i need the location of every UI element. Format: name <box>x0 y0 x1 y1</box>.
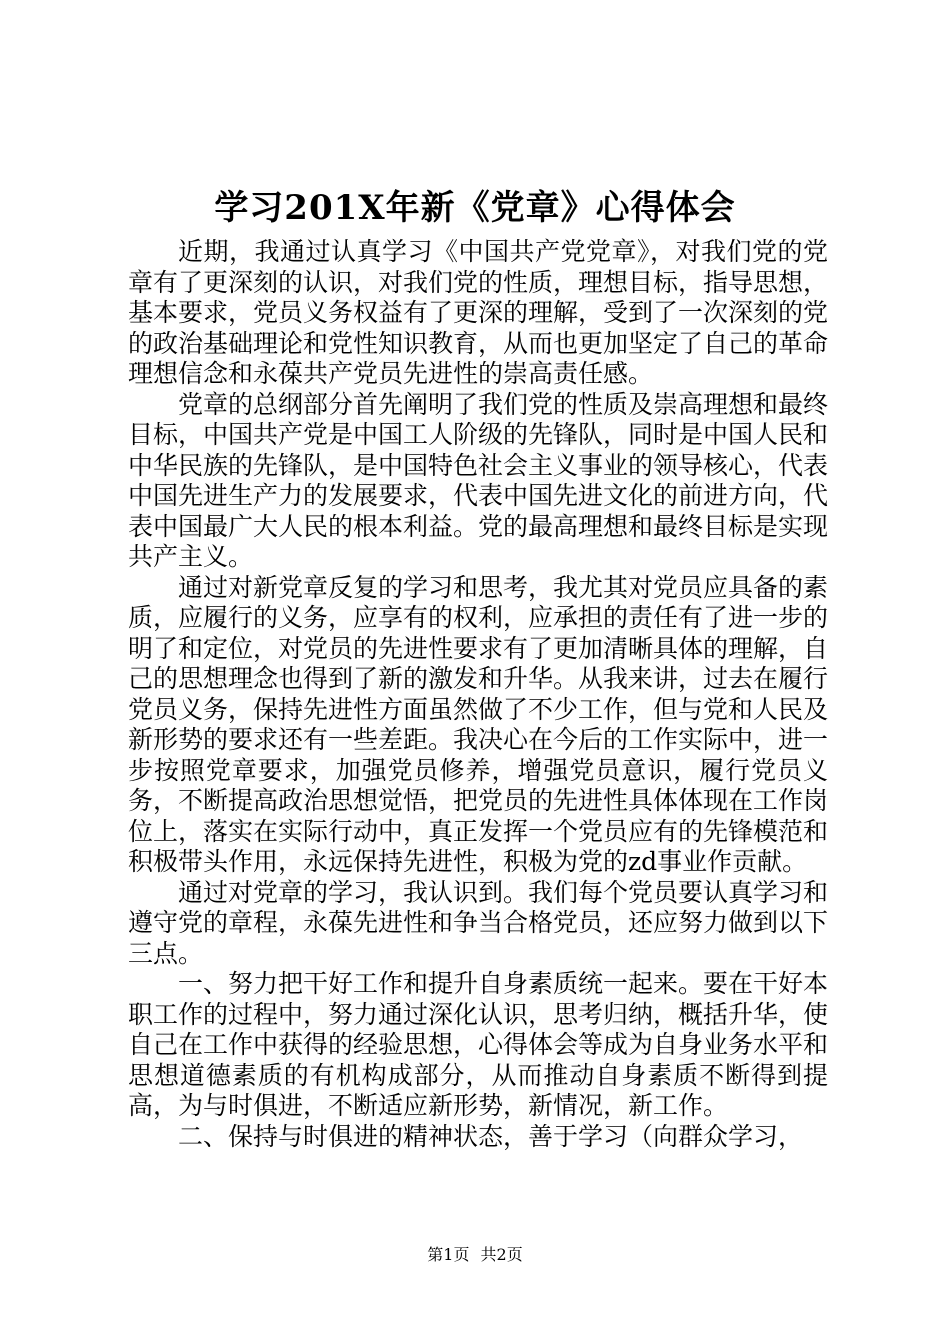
paragraph-reflection: 通过对新党章反复的学习和思考，我尤其对党员应具备的素质，应履行的义务，应享有的权利，应承担的责任有了进一步的明了和定位，对党员的先进性要求有了更加清晰具体的理解，自己的思想理念也得到了新的激发和升华。从我来讲，过去在履行党员义务，保持先进性方面虽然做了不少工作，但与党和人民及新形势的要求还有一些差距。我决心在今后的工作实际中，进一步按照党章要求，加强党员修养，增强党员意识，履行党员义务，不断提高政治思想觉悟，把党员的先进性具体体现在工作岗位上，落实在实际行动中，真正发挥一个党员应有的先锋模范和积极带头作用，永远保持先进性，积极为党的zd事业作贡献。 <box>128 572 829 876</box>
document-body <box>128 237 828 1152</box>
page-number-current: 第1页 <box>427 1245 470 1264</box>
page-number-total: 共2页 <box>480 1245 523 1264</box>
paragraph-general-program: 党章的总纲部分首先阐明了我们党的性质及崇高理想和最终目标，中国共产党是中国工人阶级的先锋队，同时是中国人民和中华民族的先锋队，是中国特色社会主义事业的领导核心，代表中国先进生产力的发展要求，代表中国先进文化的前进方向，代表中国最广大人民的根本利益。党的最高理想和最终目标是实现共产主义。 <box>128 389 829 571</box>
paragraph-intro: 近期，我通过认真学习《中国共产党党章》，对我们党的党章有了更深刻的认识，对我们党的性质，理想目标，指导思想，基本要求，党员义务权益有了更深的理解，受到了一次深刻的党的政治基础理论和党性知识教育，从而也更加坚定了自己的革命理想信念和永葆共产党员先进性的崇高责任感。 <box>128 237 829 388</box>
paragraph-three-points-intro: 通过对党章的学习，我认识到。我们每个党员要认真学习和遵守党的章程，永葆先进性和争当合格党员，还应努力做到以下三点。 <box>128 877 829 968</box>
paragraph-point-two: 二、保持与时俱进的精神状态，善于学习（向群众学习， <box>178 1121 804 1151</box>
page-footer <box>0 1245 950 1265</box>
paragraph-point-one: 一、努力把干好工作和提升自身素质统一起来。要在干好本职工作的过程中，努力通过深化认识，思考归纳，概括升华，使自己在工作中获得的经验思想，心得体会等成为自身业务水平和思想道德素质的有机构成部分，从而推动自身素质不断得到提高，为与时俱进，不断适应新形势，新情况，新工作。 <box>128 969 829 1120</box>
document-title: 学习201X年新《党章》心得体会 <box>214 188 736 228</box>
